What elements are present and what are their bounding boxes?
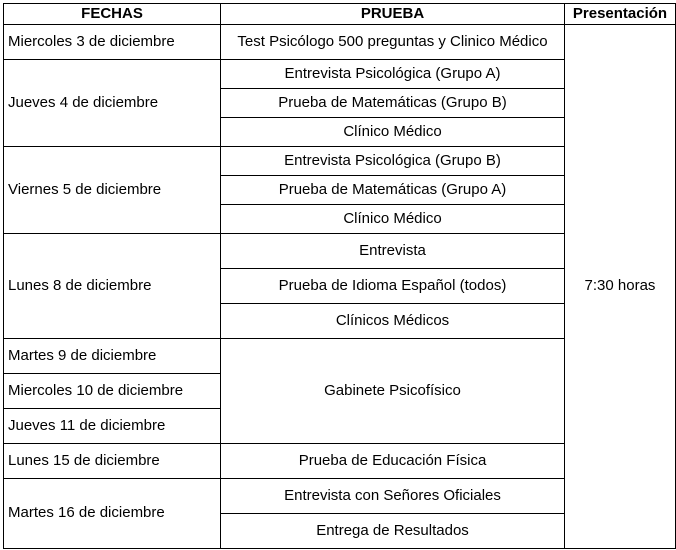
test-cell: Clínico Médico xyxy=(221,205,565,234)
date-cell: Miercoles 10 de diciembre xyxy=(4,374,221,409)
date-cell: Viernes 5 de diciembre xyxy=(4,147,221,234)
test-cell: Entrevista Psicológica (Grupo A) xyxy=(221,60,565,89)
test-cell: Entrevista xyxy=(221,234,565,269)
test-cell: Entrevista con Señores Oficiales xyxy=(221,479,565,514)
header-presentacion: Presentación xyxy=(565,4,676,25)
test-cell: Prueba de Matemáticas (Grupo B) xyxy=(221,89,565,118)
date-cell: Lunes 8 de diciembre xyxy=(4,234,221,339)
presentation-time: 7:30 horas xyxy=(565,25,676,549)
date-cell: Martes 9 de diciembre xyxy=(4,339,221,374)
test-cell: Entrega de Resultados xyxy=(221,514,565,549)
date-cell: Jueves 11 de diciembre xyxy=(4,409,221,444)
header-prueba: PRUEBA xyxy=(221,4,565,25)
test-cell: Clínicos Médicos xyxy=(221,304,565,339)
test-cell: Entrevista Psicológica (Grupo B) xyxy=(221,147,565,176)
header-row xyxy=(4,4,676,25)
test-cell: Clínico Médico xyxy=(221,118,565,147)
schedule-table xyxy=(3,3,676,549)
test-cell: Gabinete Psicofísico xyxy=(221,339,565,444)
test-cell: Prueba de Idioma Español (todos) xyxy=(221,269,565,304)
table-row xyxy=(4,25,676,60)
test-cell: Prueba de Educación Física xyxy=(221,444,565,479)
test-cell: Test Psicólogo 500 preguntas y Clinico Médico xyxy=(221,25,565,60)
test-cell: Prueba de Matemáticas (Grupo A) xyxy=(221,176,565,205)
date-cell: Miercoles 3 de diciembre xyxy=(4,25,221,60)
date-cell: Jueves 4 de diciembre xyxy=(4,60,221,147)
date-cell: Lunes 15 de diciembre xyxy=(4,444,221,479)
header-fechas: FECHAS xyxy=(4,4,221,25)
date-cell: Martes 16 de diciembre xyxy=(4,479,221,549)
